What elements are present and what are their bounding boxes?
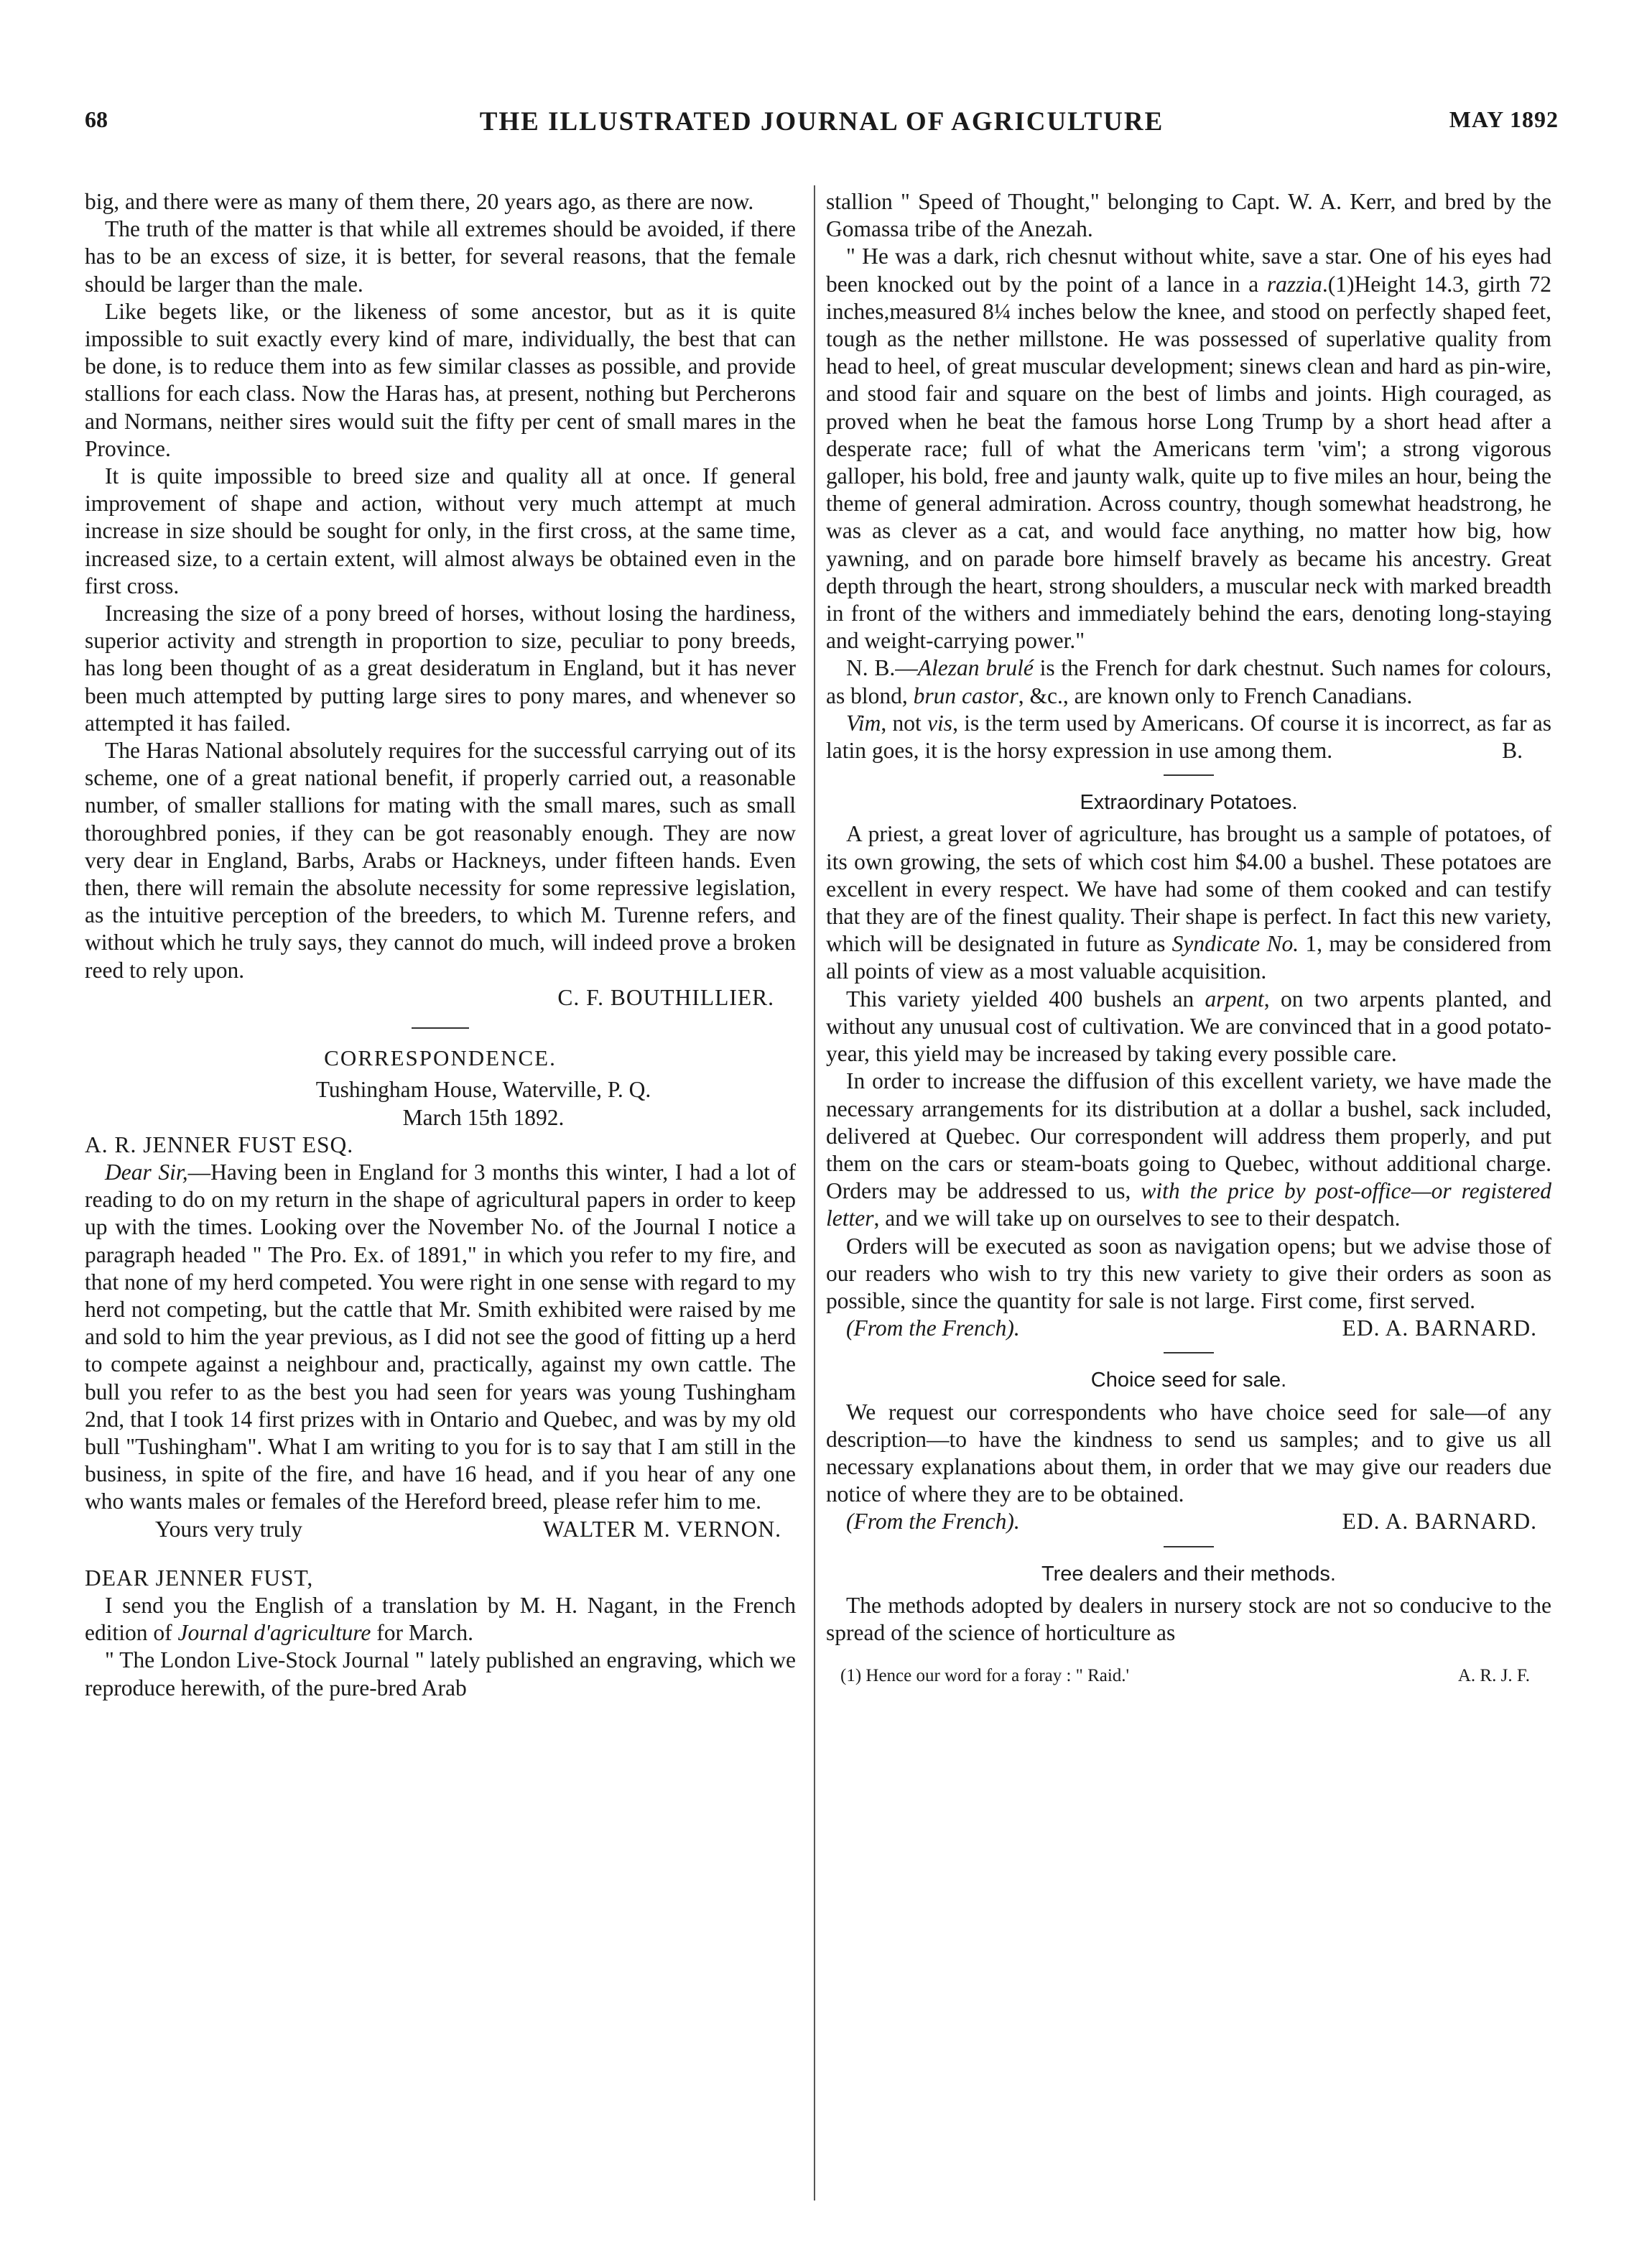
paragraph	[826, 820, 1551, 985]
paragraph: The methods adopted by dealers in nursery stock are not so conducive to the spread of the science of horticulture as	[826, 1592, 1551, 1645]
source-line	[826, 1508, 1551, 1535]
paragraph	[826, 986, 1551, 1068]
letter-text: —Having been in England for 3 months this winter, I had a lot of reading to do on my return in the shape of agricultural papers in order to keep up with the times. Looking over the November No. of the Journal I notice a paragraph headed " The Pro. Ex. of 1891," in which you refer to my fire, and that none of my herd competed. You were right in one sense with regard to my herd not competing, but the cattle that Mr. Smith exhibited were raised by me and sold to him the year previous, as I did not see the good of fitting up a herd to compete against a neighbour and, practically, against my own cattle. The bull you refer to as the best you had seen for years was young Tushingham 2nd, that I took 14 first prizes with in Ontario and Quebec, and was by my old bull "Tushingham". What I am writing to you for is to say that I am still in the business, in spite of the fire, and have 16 head, and if you hear of any one who wants males or females of the Hereford breed, please refer him to me.	[85, 1159, 796, 1514]
text-italic: Syndicate No.	[1171, 931, 1299, 957]
section-divider	[1164, 774, 1214, 776]
editor-signature: ED. A. BARNARD.	[1342, 1509, 1537, 1535]
paragraph	[826, 243, 1551, 654]
paragraph: It is quite impossible to breed size and quality all at once. If general improvement of shape and action, without very much attempt at much increase in size should be sought for only, in the first cross, at the same time, increased size, to a certain extent, will almost always be obtained even in the first cross.	[85, 463, 796, 598]
paragraph: Increasing the size of a pony breed of horses, without losing the hardiness, superior activity and strength in proportion to size, peculiar to pony breeds, has long been thought of as a great desideratum in England, but it has never been much attempted by putting large sires to pony mares, and whenever so attempted it has failed.	[85, 601, 796, 736]
source-line	[826, 1315, 1551, 1342]
section-heading: Tree dealers and their methods.	[1041, 1562, 1336, 1586]
text-run: I send you the English of a translation by M. H. Nagant, in the French edition of	[85, 1592, 796, 1646]
text-italic: razzia	[1266, 271, 1322, 297]
salutation: Dear Sir,	[105, 1159, 188, 1185]
paragraph: The truth of the matter is that while all extremes should be avoided, if there has to be an excess of size, it is better, for several reasons, that the female should be larger than the male.	[85, 216, 796, 297]
text-italic: Alezan brulé	[917, 655, 1034, 681]
paragraph: " The London Live-Stock Journal " lately published an engraving, which we reproduce herewith, of the pure-bred Arab	[85, 1647, 796, 1700]
text-italic: Journal d'agriculture	[177, 1620, 371, 1646]
text-run: , &c., are known only to French Canadians.	[1018, 682, 1413, 708]
journal-title: THE ILLUSTRATED JOURNAL OF AGRICULTURE	[479, 107, 1164, 136]
text-italic: brun castor	[913, 682, 1018, 708]
section-divider	[1164, 1352, 1214, 1353]
text-run: N. B.—	[846, 655, 918, 681]
section-heading: Extraordinary Potatoes.	[1080, 791, 1298, 815]
text-run: for March.	[371, 1620, 473, 1646]
text-run: , not	[881, 710, 928, 736]
right-column	[826, 188, 1551, 2221]
letter-signature: WALTER M. VERNON.	[542, 1516, 781, 1542]
section-divider	[1164, 1546, 1214, 1547]
author-signature: C. F. BOUTHILLIER.	[557, 984, 774, 1010]
letter-body	[85, 1159, 796, 1516]
text-run: " He was a dark, rich chesnut without white, save a star. One of his eyes had been knocked out by the point of a lance in a	[826, 244, 1551, 297]
spacer	[85, 1543, 796, 1565]
text-run: , and we will take up on ourselves to see to their despatch.	[873, 1205, 1401, 1231]
letter-addressee: A. R. JENNER FUST ESQ.	[85, 1132, 354, 1157]
text-run: is the French for dark chestnut. Such names for colours, as blond,	[826, 655, 1551, 708]
page-number: 68	[85, 106, 108, 132]
text-run: A priest, a great lover of agriculture, has brought us a sample of potatoes, of its own growing, the sets of which cost him $4.00 a bushel. These potatoes are excellent in every respect. We have had some of them cooked and can testify that they are of the finest quality. Their shape is perfect. In fact this new variety, which will be designated in future as	[826, 821, 1551, 957]
closing-text: Yours very truly	[155, 1516, 303, 1542]
text-italic: arpent	[1205, 986, 1264, 1012]
paragraph	[826, 710, 1551, 764]
section-heading: CORRESPONDENCE.	[324, 1045, 557, 1071]
paragraph: stallion " Speed of Thought," belonging to Capt. W. A. Kerr, and bred by the Gomassa tribe of the Anezah.	[826, 189, 1551, 242]
text-run: 1, may be considered from all points of view as a most valuable acquisition.	[826, 931, 1551, 984]
text-run: In order to increase the diffusion of this excellent variety, we have made the necessary arrangements for its distribution at a dollar a bushel, sack included, delivered at Quebec. Our correspondent will address them properly, and put them on the cars or steam-boats going to Quebec, without additional charge. Orders may be addressed to us,	[826, 1068, 1551, 1204]
section-heading: Choice seed for sale.	[1090, 1369, 1287, 1392]
editor-signature: ED. A. BARNARD.	[1342, 1315, 1537, 1341]
letter-address: Tushingham House, Waterville, P. Q.	[315, 1077, 651, 1103]
letter-closing	[85, 1516, 796, 1543]
column-divider	[814, 185, 815, 2200]
footnote-text: (1) Hence our word for a foray : " Raid.'	[840, 1666, 1130, 1686]
paragraph: big, and there were as many of them there, 20 years ago, as there are now.	[85, 189, 754, 214]
text-run: .(1)Height 14.3, girth 72 inches,measured 8¼ inches below the knee, and stood on perfectly shaped feet, tough as the nether millstone. He was possessed of superlative quality from head to heel, of great muscular development; sinews clean and hard as pin-wire, and stood fair and square on the best of limbs and joints. High couraged, as proved when he beat the famous horse Long Trump by a short head after a desperate race; full of what the Americans term 'vim'; a strong vigorous galloper, his bold, free and jaunty walk, quite up to five miles an hour, being the theme of general admiration. Across country, though somewhat headstrong, he was as clever as a cat, and would face anything, no matter how big, how yawning, and on parade bore himself bravely as became his ancestry. Great depth through the heart, strong shoulders, a muscular neck with marked breadth in front of the withers and immediately behind the ears, denoting long-staying and weight-carrying power."	[826, 271, 1551, 654]
footnote	[826, 1662, 1551, 1690]
text-run: This variety yielded 400 bushels an	[846, 986, 1205, 1012]
left-column	[85, 188, 796, 2221]
section-divider	[412, 1027, 469, 1029]
source-credit: (From the French).	[846, 1509, 1020, 1535]
letter-date: March 15th 1892.	[402, 1104, 565, 1130]
paragraph	[85, 1592, 796, 1647]
paragraph: The Haras National absolutely requires for the successful carrying out of its scheme, one of a great national benefit, if properly carried out, a reasonable number, of smaller stallions for mating with the small mares, such as small thoroughbred ponies, if they can be got reasonably enough. They are now very dear in England, Barbs, Arabs or Hackneys, under fifteen hands. Even then, there will remain the absolute necessity for some repressive legislation, as the intuitive perception of the breeders, to which M. Turenne refers, and without which he truly says, they cannot do much, will indeed prove a broken reed to rely upon.	[85, 738, 796, 983]
issue-date: MAY 1892	[1449, 106, 1559, 132]
letter-salutation: DEAR JENNER FUST,	[85, 1565, 314, 1591]
source-credit: (From the French).	[846, 1315, 1020, 1341]
paragraph	[826, 1068, 1551, 1232]
footnote-signature: A. R. J. F.	[1457, 1666, 1530, 1686]
paragraph: Orders will be executed as soon as navigation opens; but we advise those of our readers who wish to try this new variety to give their orders as soon as possible, since the quantity for sale is not large. First come, first served.	[826, 1233, 1551, 1313]
text-italic: Vim	[846, 710, 881, 736]
page-header	[85, 106, 1559, 149]
text-run: , is the term used by Americans. Of course it is incorrect, as far as latin goes, it is the horsy expression in use among them.	[826, 710, 1551, 764]
text-italic: with the price by post-office—or registered letter	[826, 1178, 1551, 1231]
paragraph	[826, 654, 1551, 709]
author-initial: B.	[1502, 738, 1523, 764]
text-italic: vis	[927, 710, 953, 736]
paragraph: We request our correspondents who have choice seed for sale—of any description—to have the kindness to send us samples; and to give us all necessary explanations about them, in order that we may give our readers due notice of where they are to be obtained.	[826, 1399, 1551, 1507]
paragraph: Like begets like, or the likeness of some ancestor, but as it is quite impossible to suit exactly every kind of mare, individually, the best that can be done, is to reduce them into as few similar classes as possible, and provide stallions for each class. Now the Haras has, at present, nothing but Percherons and Normans, neither sires would suit the fifty per cent of small mares in the Province.	[85, 298, 796, 461]
text-run: , on two arpents planted, and without any unusual cost of cultivation. We are convinced that in a good potato-year, this yield may be increased by taking every possible care.	[826, 986, 1551, 1067]
